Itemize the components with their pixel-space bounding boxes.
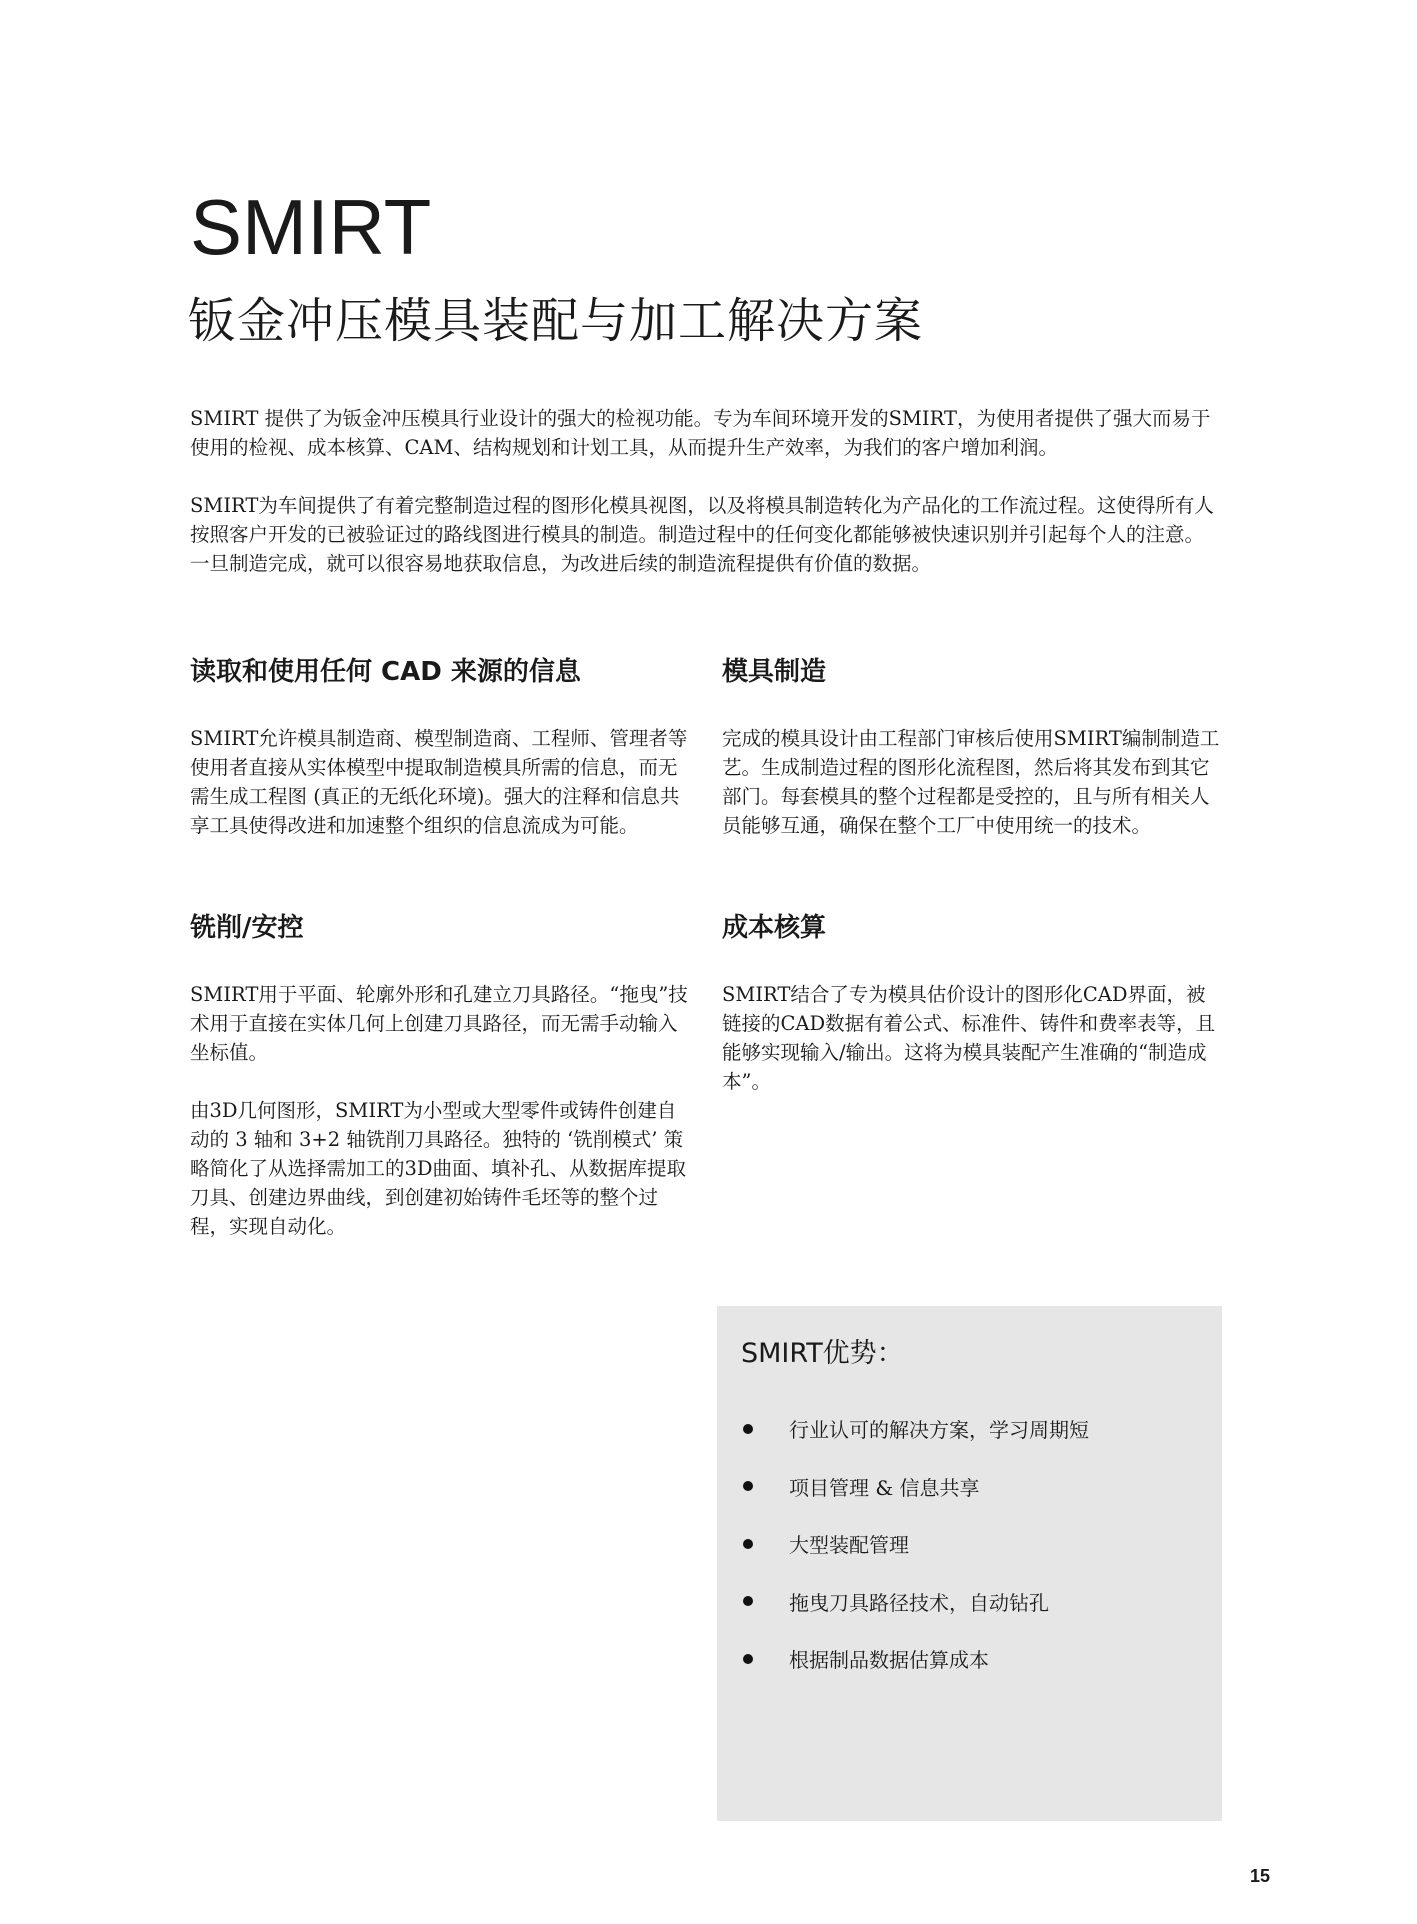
section-costing <box>722 910 1222 1125</box>
list-item-label: 项目管理 & 信息共享 <box>789 1475 980 1500</box>
list-item <box>741 1400 1089 1458</box>
section-heading: 成本核算 <box>722 913 827 943</box>
list-item <box>741 1630 1089 1688</box>
bullet-icon <box>743 1654 753 1664</box>
bullet-icon <box>743 1481 753 1491</box>
section-heading: 模具制造 <box>722 657 827 687</box>
list-item-label: 行业认可的解决方案，学习周期短 <box>789 1418 1089 1443</box>
bullet-icon <box>743 1596 753 1606</box>
section-body <box>722 724 1222 840</box>
section-body <box>190 980 690 1241</box>
list-item-label: 根据制品数据估算成本 <box>789 1648 989 1673</box>
intro-paragraph: SMIRT为车间提供了有着完整制造过程的图形化模具视图，以及将模具制造转化为产品化的工作流过程。这使得所有人按照客户开发的已被验证过的路线图进行模具的制造。制造过程中的任何变化都能够被快速识别并引起每个人的注意。一旦制造完成，就可以很容易地获取信息，为改进后续的制造流程提供有价值的数据。 <box>190 494 1214 575</box>
list-item <box>741 1458 1089 1516</box>
section-paragraph: SMIRT结合了专为模具估价设计的图形化CAD界面，被链接的CAD数据有着公式、标准件、铸件和费率表等，且能够实现输入/输出。这将为模具装配产生准确的“制造成本”。 <box>722 983 1216 1093</box>
section-body <box>190 724 690 840</box>
section-paragraph: 由3D几何图形，SMIRT为小型或大型零件或铸件创建自动的 3 轴和 3+2 轴铣削刀具路径。独特的 ‘铣削模式’ 策略简化了从选择需加工的3D曲面、填补孔、从数据库提取刀具、创建边界曲线，到创建初始铸件毛坯等的整个过程，实现自动化。 <box>190 1099 687 1238</box>
advantages-title: SMIRT优势： <box>741 1338 904 1369</box>
intro-text <box>190 404 1220 607</box>
list-item <box>741 1515 1089 1573</box>
section-heading: 铣削/安控 <box>190 913 304 943</box>
list-item-label: 拖曳刀具路径技术，自动钻孔 <box>789 1590 1049 1615</box>
intro-paragraph: SMIRT 提供了为钣金冲压模具行业设计的强大的检视功能。专为车间环境开发的SMIRT，为使用者提供了强大而易于使用的检视、成本核算、CAM、结构规划和计划工具，从而提升生产效率，为我们的客户增加利润。 <box>190 407 1211 459</box>
section-milling <box>190 910 690 1270</box>
section-cad <box>190 654 690 869</box>
page-title: SMIRT <box>190 183 432 271</box>
list-item-label: 大型装配管理 <box>789 1533 909 1558</box>
list-item <box>741 1573 1089 1631</box>
page-number: 15 <box>1250 1866 1271 1886</box>
bullet-icon <box>743 1424 753 1434</box>
section-paragraph: SMIRT允许模具制造商、模型制造商、工程师、管理者等使用者直接从实体模型中提取制造模具所需的信息，而无需生成工程图 (真正的无纸化环境)。强大的注释和信息共享工具使得改进和加速整个组织的信息流成为可能。 <box>190 727 688 837</box>
page-subtitle: 钣金冲压模具装配与加工解决方案 <box>188 293 924 349</box>
section-paragraph: SMIRT用于平面、轮廓外形和孔建立刀具路径。“拖曳”技术用于直接在实体几何上创建刀具路径，而无需手动输入坐标值。 <box>190 983 688 1064</box>
advantages-box <box>717 1306 1222 1821</box>
section-mold-making <box>722 654 1222 869</box>
advantages-list <box>741 1400 1089 1688</box>
section-heading: 读取和使用任何 CAD 来源的信息 <box>190 657 581 687</box>
section-body <box>722 980 1222 1096</box>
section-paragraph: 完成的模具设计由工程部门审核后使用SMIRT编制制造工艺。生成制造过程的图形化流程图，然后将其发布到其它部门。每套模具的整个过程都是受控的，且与所有相关人员能够互通，确保在整个工厂中使用统一的技术。 <box>722 727 1220 837</box>
bullet-icon <box>743 1539 753 1549</box>
